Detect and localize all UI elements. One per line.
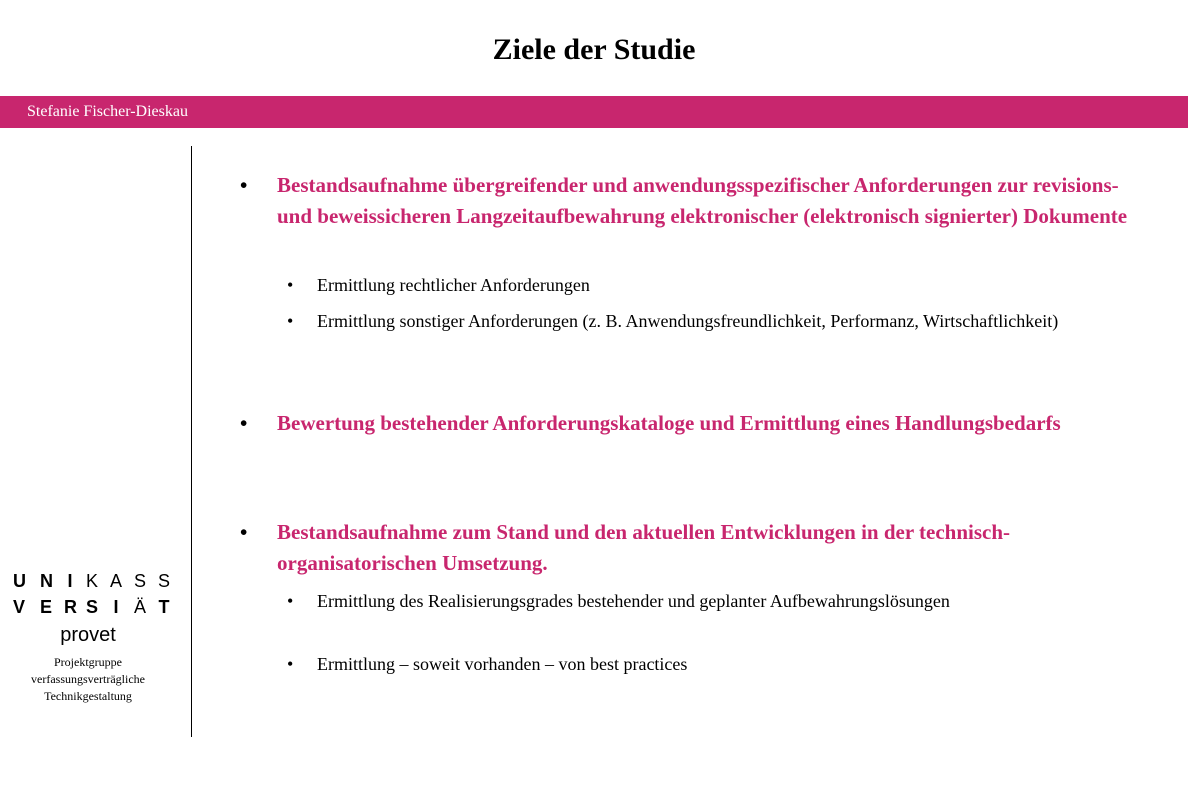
sub-bullet-text: Ermittlung sonstiger Anforderungen (z. B. Anwendungsfreundlichkeit, Performanz, Wirtschaftlichkeit) bbox=[317, 311, 1059, 331]
logo-letter: I bbox=[67, 571, 73, 591]
bullet-marker: • bbox=[287, 591, 294, 611]
logo-letter: U bbox=[13, 571, 26, 591]
logo-letter: K bbox=[86, 571, 99, 591]
sub-bullet-text: Ermittlung des Realisierungsgrades bestehender und geplanter Aufbewahrungslösungen bbox=[317, 591, 950, 611]
logo-row-versitaet bbox=[0, 596, 180, 618]
logo-row-unikassel bbox=[0, 570, 180, 592]
bullet-marker: • bbox=[240, 520, 248, 544]
main-bullet-item bbox=[240, 408, 1140, 439]
sub-bullet-item bbox=[287, 588, 1147, 614]
logo-letter: V bbox=[13, 597, 26, 617]
bullet-marker: • bbox=[287, 311, 294, 331]
slide-title: Ziele der Studie bbox=[492, 33, 696, 66]
group-line: Projektgruppe bbox=[54, 655, 122, 669]
logo-letter: A bbox=[110, 571, 123, 591]
sub-bullet-item bbox=[287, 651, 1147, 677]
bullet-marker: • bbox=[240, 173, 248, 197]
logo-letter: S bbox=[86, 597, 99, 617]
logo-letter: I bbox=[113, 597, 119, 617]
author-name: Stefanie Fischer-Dieskau bbox=[27, 103, 188, 120]
sub-bullet-item bbox=[287, 272, 1147, 298]
bullet-marker: • bbox=[240, 411, 248, 435]
main-bullet-item bbox=[240, 170, 1140, 232]
sub-bullet-text: Ermittlung rechtlicher Anforderungen bbox=[317, 275, 590, 295]
project-group-caption bbox=[0, 654, 176, 705]
header-band bbox=[0, 96, 1188, 128]
logo-letter: T bbox=[158, 597, 170, 617]
group-line: Technikgestaltung bbox=[44, 689, 132, 703]
logo-letter: S bbox=[158, 571, 171, 591]
sub-bullet-text: Ermittlung – soweit vorhanden – von best practices bbox=[317, 654, 688, 674]
logo-letter: E bbox=[40, 597, 53, 617]
logo-letter: S bbox=[134, 571, 147, 591]
logo-letter: R bbox=[64, 597, 77, 617]
sub-bullet-item bbox=[287, 308, 1147, 334]
main-bullet-item bbox=[240, 517, 1140, 579]
logo-letter: N bbox=[40, 571, 53, 591]
logo-letter: Ä bbox=[134, 597, 147, 617]
main-bullet-text: Bestandsaufnahme zum Stand und den aktuellen Entwicklungen in der technisch-organisatorischen Umsetzung. bbox=[277, 520, 1011, 575]
main-bullet-text: Bestandsaufnahme übergreifender und anwendungsspezifischer Anforderungen zur revisions- und beweissicheren Langzeitaufbewahrung elektronischer (elektronisch signierter) Dokumente bbox=[277, 173, 1128, 228]
group-line: verfassungsverträgliche bbox=[31, 672, 145, 686]
main-bullet-text: Bewertung bestehender Anforderungskataloge und Ermittlung eines Handlungsbedarfs bbox=[277, 411, 1061, 435]
bullet-marker: • bbox=[287, 654, 294, 674]
provet-label: provet bbox=[60, 624, 116, 646]
vertical-divider bbox=[191, 146, 192, 737]
bullet-marker: • bbox=[287, 275, 294, 295]
